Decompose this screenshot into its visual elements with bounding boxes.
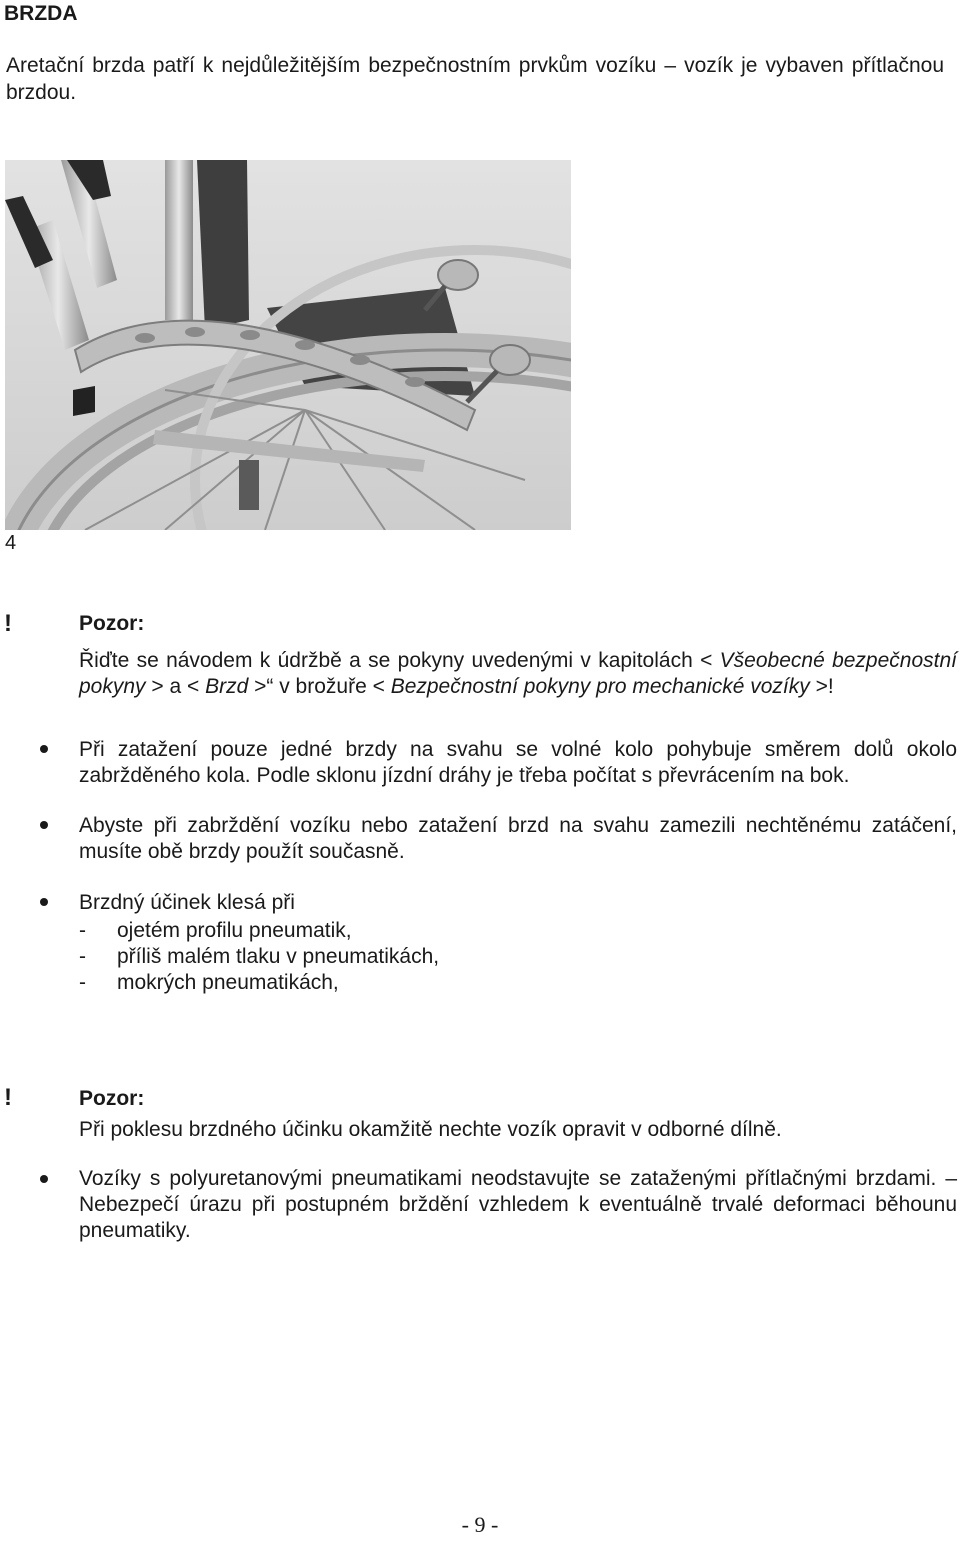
page-number: - 9 - xyxy=(461,1512,499,1537)
warning-mark: ! xyxy=(4,610,12,637)
bullet-dot xyxy=(40,745,48,753)
bullet-dot xyxy=(40,898,48,906)
list-dash: - xyxy=(79,971,86,994)
list-item: mokrých pneumatikách, xyxy=(117,971,339,994)
page-heading: BRZDA xyxy=(4,2,78,25)
reference-general-safety: Všeobecné bezpečnostní pokyny xyxy=(79,649,957,698)
list-dash: - xyxy=(79,945,86,968)
bullet-text: Abyste při zabrždění vozíku nebo zatažení brzd na svahu zamezili nechtěnému zatáčení, musíte obě brzdy použít současně. xyxy=(79,814,957,863)
warning-mark: ! xyxy=(4,1084,12,1111)
bullet-dot xyxy=(40,821,48,829)
intro-paragraph: Aretační brzda patří k nejdůležitějším bezpečnostním prvkům vozíku – vozík je vybaven přítlačnou brzdou. xyxy=(6,54,944,104)
warning-text-start: Řiďte se návodem k údržbě a se pokyny uvedenými v kapitolách < xyxy=(79,649,720,672)
bullet-dot xyxy=(40,1175,48,1183)
list-item: ojetém profilu pneumatik, xyxy=(117,919,352,942)
figure-number: 4 xyxy=(5,532,17,554)
warning-text: Při poklesu brzdného účinku okamžitě nechte vozík opravit v odborné dílně. xyxy=(79,1118,782,1141)
list-dash: - xyxy=(79,919,86,942)
list-item: příliš malém tlaku v pneumatikách, xyxy=(117,945,440,968)
bullet-text: Při zatažení pouze jedné brzdy na svahu se volné kolo pohybuje směrem dolů okolo zabržděného kola. Podle sklonu jízdní dráhy je třeba počítat s převrácením na bok. xyxy=(79,738,957,787)
bullet-text: Brzdný účinek klesá při xyxy=(79,891,295,914)
reference-brakes: Brzd xyxy=(205,675,249,698)
warning-label: Pozor: xyxy=(79,1087,145,1110)
warning-text-end: >! xyxy=(809,675,834,698)
warning-text-mid2: >“ v brožuře < xyxy=(248,675,391,698)
warning-text-mid1: > a < xyxy=(145,675,206,698)
wheelchair-brake-photo xyxy=(5,160,571,530)
reference-safety-instructions: Bezpečnostní pokyny pro mechanické vozíky xyxy=(390,675,810,698)
warning-label: Pozor: xyxy=(79,612,145,635)
warning-text xyxy=(79,648,957,700)
bullet-text: Vozíky s polyuretanovými pneumatikami neodstavujte se zataženými přítlačnými brzdami. – Nebezpečí úrazu při postupném brždění vzhledem k eventuálně trvalé deformaci běhounu pneumatiky. xyxy=(79,1167,957,1242)
